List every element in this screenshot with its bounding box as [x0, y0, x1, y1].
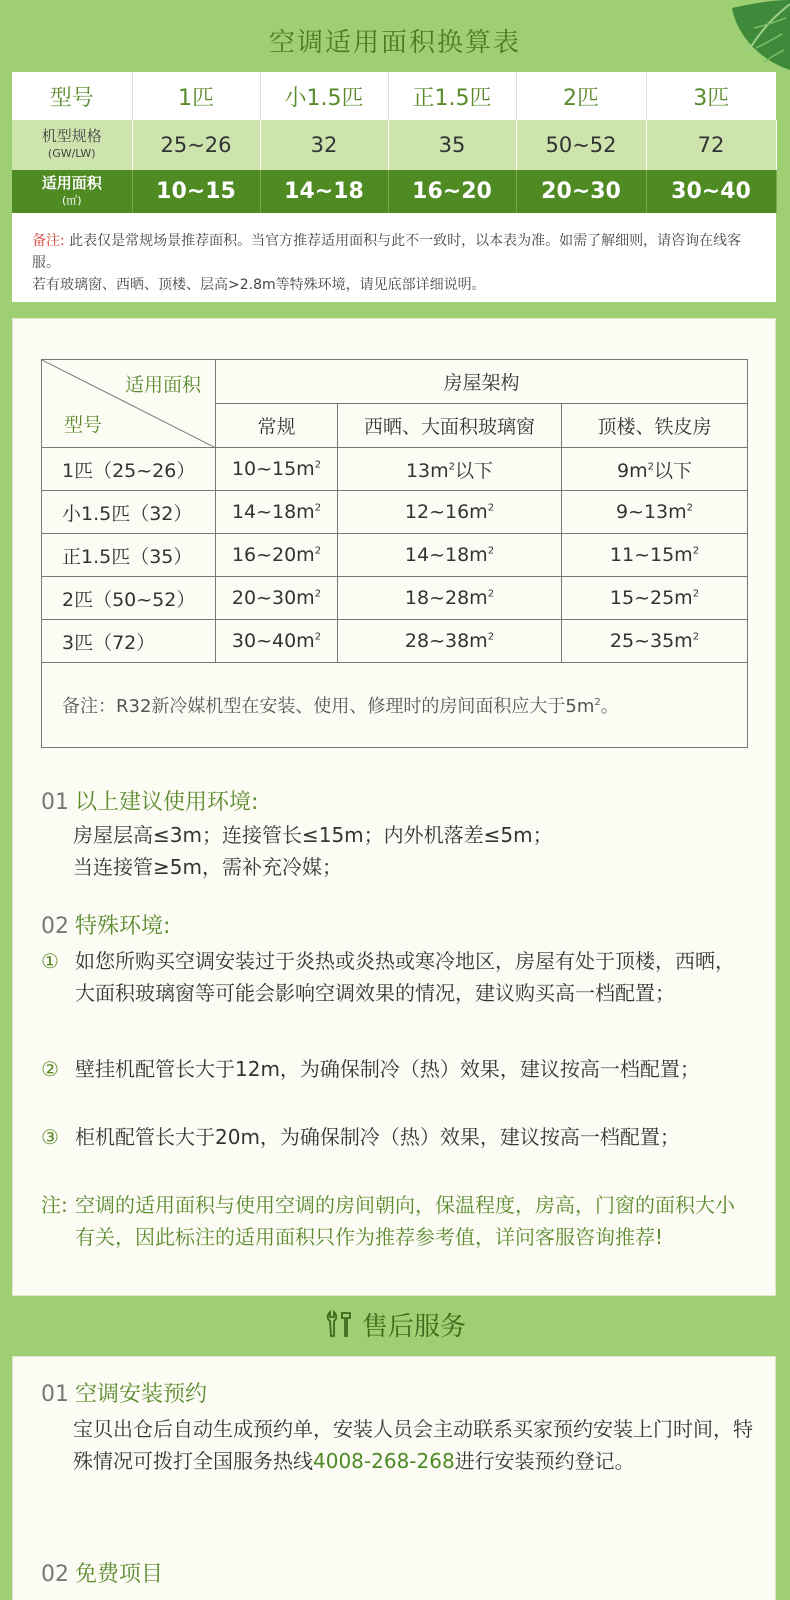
list-item-text: 壁挂机配管长大于12m，为确保制冷（热）效果，建议按高一档配置； — [75, 1057, 700, 1081]
table-row — [42, 620, 748, 663]
list-item — [41, 945, 747, 1005]
list-item — [41, 1053, 747, 1085]
corner-bottom-label: 型号 — [64, 414, 103, 436]
table-cell: 72 — [646, 120, 776, 170]
table-cell: $12\sim 16m^2$ — [338, 491, 562, 534]
table-header-cell: 正1.5匹 — [388, 72, 516, 120]
table-cell: $15\sim 25m^2$ — [562, 577, 748, 620]
table-cell: 30~40 — [646, 170, 776, 213]
area-label: 适用面积 — [41, 173, 102, 192]
service-title-text: 售后服务 — [361, 1312, 466, 1342]
table-header-cell: 2匹 — [516, 72, 646, 120]
table-row — [42, 534, 748, 577]
column-header: 西晒、大面积玻璃窗 — [338, 404, 562, 448]
note-label: 备注: — [32, 233, 65, 249]
model-cell: 1匹（25~26） — [42, 448, 216, 491]
section-heading: 01 空调安装预约 — [41, 1382, 208, 1407]
section-line: 房屋层高≤3m；连接管长≤15m；内外机落差≤5m； — [73, 823, 553, 847]
table-header-cell: 小1.5匹 — [260, 72, 388, 120]
table-header-cell: 1匹 — [132, 72, 260, 120]
table-cell: 10~15 — [132, 170, 260, 213]
table-row — [42, 448, 748, 491]
table-note: 备注：R32新冷媒机型在安装、使用、修理时的房间面积应大于$5m^2$。 — [42, 663, 748, 748]
detail-panel — [12, 318, 776, 1296]
column-header: 常规 — [216, 404, 338, 448]
section-body: 宝贝出仓后自动生成预约单，安装人员会主动联系买家预约安装上门时间，特殊情况可拨打全国服务热线4008-268-268进行安装预约登记。 — [73, 1417, 753, 1473]
list-marker: ② — [41, 1057, 59, 1081]
note-line-2: 若有玻璃窗、西晒、顶楼、层高>2.8m等特殊环境，请见底部详细说明。 — [32, 277, 486, 293]
table-cell: 35 — [388, 120, 516, 170]
table-row — [42, 491, 748, 534]
table-cell: $10\sim 15m^2$ — [216, 448, 338, 491]
list-item — [41, 1121, 747, 1153]
area-sub-label: (㎡) — [61, 193, 82, 207]
model-cell: 小1.5匹（32） — [42, 491, 216, 534]
table-cell: $14\sim 18m^2$ — [338, 534, 562, 577]
table-cell: $9\sim 13m^2$ — [562, 491, 748, 534]
table-cell: $30\sim 40m^2$ — [216, 620, 338, 663]
spec-sub-label: (GW/LW) — [47, 147, 96, 160]
spec-table-header-row — [12, 72, 776, 120]
detail-table-header-row — [42, 360, 748, 404]
table-cell: $18\sim 28m^2$ — [338, 577, 562, 620]
area-row-label — [12, 170, 132, 213]
table-cell: $28\sim 38m^2$ — [338, 620, 562, 663]
note-text: 此表仅是常规场景推荐面积。当官方推荐适用面积与此不一致时，以本表为准。如需了解细则，请咨询在线客服。 — [32, 233, 742, 271]
table-cell: $25\sim 35m^2$ — [562, 620, 748, 663]
list-item-text: 如您所购买空调安装过于炎热或炎热或寒冷地区，房屋有处于顶楼，西晒，大面积玻璃窗等可能会影响空调效果的情况，建议购买高一档配置； — [75, 949, 735, 1005]
table-cell: 32 — [260, 120, 388, 170]
note-marker: 注: — [41, 1193, 68, 1217]
table-cell: $13m^2$以下 — [338, 448, 562, 491]
diagonal-header-cell — [42, 360, 216, 448]
list-marker: ③ — [41, 1125, 59, 1149]
note-text: 空调的适用面积与使用空调的房间朝向，保温程度，房高，门窗的面积大小有关，因此标注的适用面积只作为推荐参考值，详问客服咨询推荐! — [75, 1193, 735, 1249]
service-panel — [12, 1356, 776, 1600]
corner-top-label: 适用面积 — [124, 374, 201, 396]
spec-row — [12, 120, 776, 170]
table-cell: $9m^2$以下 — [562, 448, 748, 491]
spec-table — [12, 72, 777, 213]
service-hotline: 4008-268-268 — [313, 1449, 455, 1473]
table-cell: 50~52 — [516, 120, 646, 170]
model-cell: 正1.5匹（35） — [42, 534, 216, 577]
section-line: 当连接管≥5m，需补充冷媒； — [73, 855, 342, 879]
section-body — [73, 819, 753, 883]
list-item-text: 柜机配管长大于20m，为确保制冷（热）效果，建议按高一档配置； — [75, 1125, 680, 1149]
table-cell: 20~30 — [516, 170, 646, 213]
service-heading — [0, 1306, 790, 1343]
table-cell: 25~26 — [132, 120, 260, 170]
spec-row-label — [12, 120, 132, 170]
section-heading: 02 特殊环境: — [41, 914, 171, 939]
table-row — [42, 577, 748, 620]
table-cell: 14~18 — [260, 170, 388, 213]
spec-label: 机型规格 — [41, 127, 102, 145]
table-cell: $14\sim 18m^2$ — [216, 491, 338, 534]
section-heading: 01 以上建议使用环境: — [41, 790, 259, 815]
page-title: 空调适用面积换算表 — [268, 28, 521, 58]
group-header: 房屋架构 — [216, 360, 748, 404]
spec-table-panel — [12, 72, 776, 302]
tools-icon — [324, 1309, 354, 1339]
list-marker: ① — [41, 949, 59, 973]
model-cell: 3匹（72） — [42, 620, 216, 663]
spec-table-note — [32, 230, 762, 296]
table-cell: $16\sim 20m^2$ — [216, 534, 338, 577]
table-cell: $11\sim 15m^2$ — [562, 534, 748, 577]
table-cell: 16~20 — [388, 170, 516, 213]
area-detail-table — [41, 359, 748, 748]
table-header-cell: 3匹 — [646, 72, 776, 120]
section-heading: 02 免费项目 — [41, 1562, 164, 1587]
table-cell: $20\sim 30m^2$ — [216, 577, 338, 620]
table-header-cell: 型号 — [12, 72, 132, 120]
column-header: 顶楼、铁皮房 — [562, 404, 748, 448]
note-line-1 — [32, 230, 762, 274]
area-row — [12, 170, 776, 213]
model-cell: 2匹（50~52） — [42, 577, 216, 620]
table-note-row — [42, 663, 748, 748]
